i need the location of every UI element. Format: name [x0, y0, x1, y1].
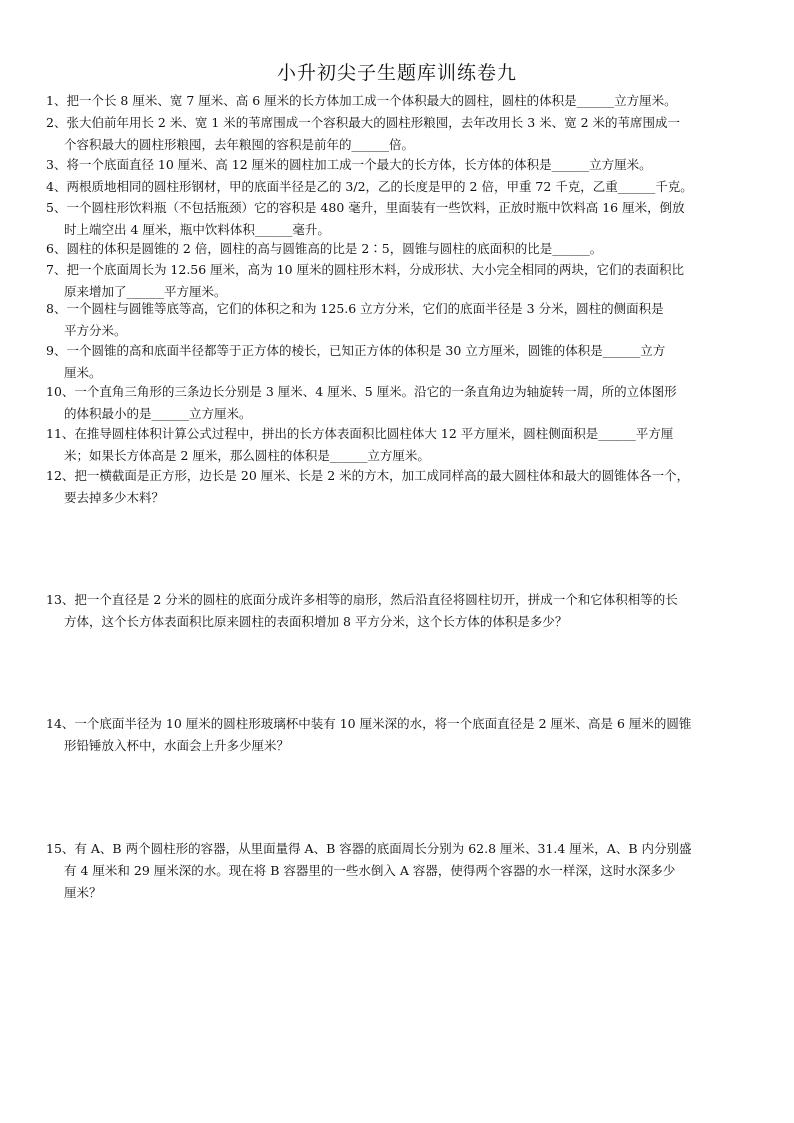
- question-3-line-1: 3、将一个底面直径 10 厘米、高 12 厘米的圆柱加工成一个最大的长方体，长方体的体积是______立方厘米。: [46, 157, 652, 172]
- question-2-line-1: 2、张大伯前年用长 2 米、宽 1 米的苇席围成一个容积最大的圆柱形粮囤，去年改用长 3 米、宽 2 米的苇席围成一: [46, 115, 681, 130]
- question-9-line-2: 厘米。: [64, 365, 102, 380]
- page-title: 小升初尖子生题库训练卷九: [276, 62, 517, 84]
- question-15-line-1: 15、有 A、B 两个圆柱形的容器，从里面量得 A、B 容器的底面周长分别为 62.8 厘米、31.4 厘米，A、B 内分别盛: [46, 841, 692, 856]
- question-15-line-2: 有 4 厘米和 29 厘米深的水。现在将 B 容器里的一些水倒入 A 容器，使得两个容器的水一样深，这时水深多少: [64, 863, 676, 878]
- question-6: [46, 238, 754, 260]
- question-5-line-1: 5、一个圆柱形饮料瓶（不包括瓶颈）它的容积是 480 毫升，里面装有一些饮料，正放时瓶中饮料高 16 厘米，倒放: [46, 200, 685, 215]
- question-13-line-2: 方体，这个长方体表面积比原来圆柱的表面积增加 8 平方分米，这个长方体的体积是多少？: [64, 614, 568, 629]
- question-4-line-1: 4、两根质地相同的圆柱形钢材，甲的底面半径是乙的 3/2，乙的长度是甲的 2 倍，甲重 72 千克，乙重______千克。: [46, 179, 693, 194]
- question-7-line-2: 原来增加了______平方厘米。: [64, 284, 227, 299]
- question-1: [46, 90, 754, 112]
- question-5-line-2: 时上端空出 4 厘米，瓶中饮料体积______毫升。: [64, 222, 330, 237]
- question-12: [46, 465, 754, 509]
- question-7: [46, 259, 754, 303]
- question-4: [46, 176, 754, 198]
- question-10-line-2: 的体积最小的是______立方厘米。: [64, 406, 252, 421]
- question-12-line-1: 12、把一横截面是正方形，边长是 20 厘米、长是 2 米的方木，加工成同样高的最大圆柱体和最大的圆锥体各一个，: [46, 468, 690, 483]
- question-14-line-1: 14、一个底面半径为 10 厘米的圆柱形玻璃杯中装有 10 厘米深的水，将一个底面直径是 2 厘米、高是 6 厘米的圆锥: [46, 716, 692, 731]
- question-8-line-1: 8、一个圆柱与圆锥等底等高，它们的体积之和为 125.6 立方分米，它们的底面半径是 3 分米，圆柱的侧面积是: [46, 301, 664, 316]
- question-11: [46, 423, 754, 467]
- question-13-line-1: 13、把一个直径是 2 分米的圆柱的底面分成许多相等的扇形，然后沿直径将圆柱切开，拼成一个和它体积相等的长: [46, 592, 678, 607]
- question-10-line-1: 10、一个直角三角形的三条边长分别是 3 厘米、4 厘米、5 厘米。沿它的一条直角边为轴旋转一周，所的立体图形: [46, 384, 677, 399]
- question-15: [46, 838, 754, 904]
- question-8-line-2: 平方分米。: [64, 323, 127, 338]
- question-5: [46, 197, 754, 241]
- question-11-line-1: 11、在推导圆柱体积计算公式过程中，拼出的长方体表面积比圆柱体大 12 平方厘米，圆柱侧面积是______平方厘: [46, 426, 674, 441]
- question-7-line-1: 7、把一个底面周长为 12.56 厘米，高为 10 厘米的圆柱形木料，分成形状、大小完全相同的两块，它们的表面积比: [46, 262, 685, 277]
- question-2: [46, 112, 754, 156]
- question-14: [46, 713, 754, 757]
- question-11-line-2: 米；如果长方体高是 2 厘米，那么圆柱的体积是______立方厘米。: [64, 448, 430, 463]
- question-10: [46, 381, 754, 425]
- question-12-line-2: 要去掉多少木料？: [64, 490, 165, 505]
- question-8: [46, 298, 754, 342]
- question-14-line-2: 形铅锤放入杯中，水面会上升多少厘米？: [64, 738, 290, 753]
- question-9-line-1: 9、一个圆锥的高和底面半径都等于正方体的棱长，已知正方体的体积是 30 立方厘米，圆锥的体积是______立方: [46, 343, 666, 358]
- question-9: [46, 340, 754, 384]
- question-3: [46, 154, 754, 176]
- question-6-line-1: 6、圆柱的体积是圆锥的 2 倍，圆柱的高与圆锥高的比是 2∶5，圆锥与圆柱的底面积的比是______。: [46, 241, 603, 256]
- question-1-line-1: 1、把一个长 8 厘米、宽 7 厘米、高 6 厘米的长方体加工成一个体积最大的圆柱，圆柱的体积是______立方厘米。: [46, 93, 677, 108]
- question-15-line-3: 厘米？: [64, 885, 102, 900]
- question-13: [46, 589, 754, 633]
- question-2-line-2: 个容积最大的圆柱形粮囤，去年粮囤的容积是前年的______倍。: [64, 137, 415, 152]
